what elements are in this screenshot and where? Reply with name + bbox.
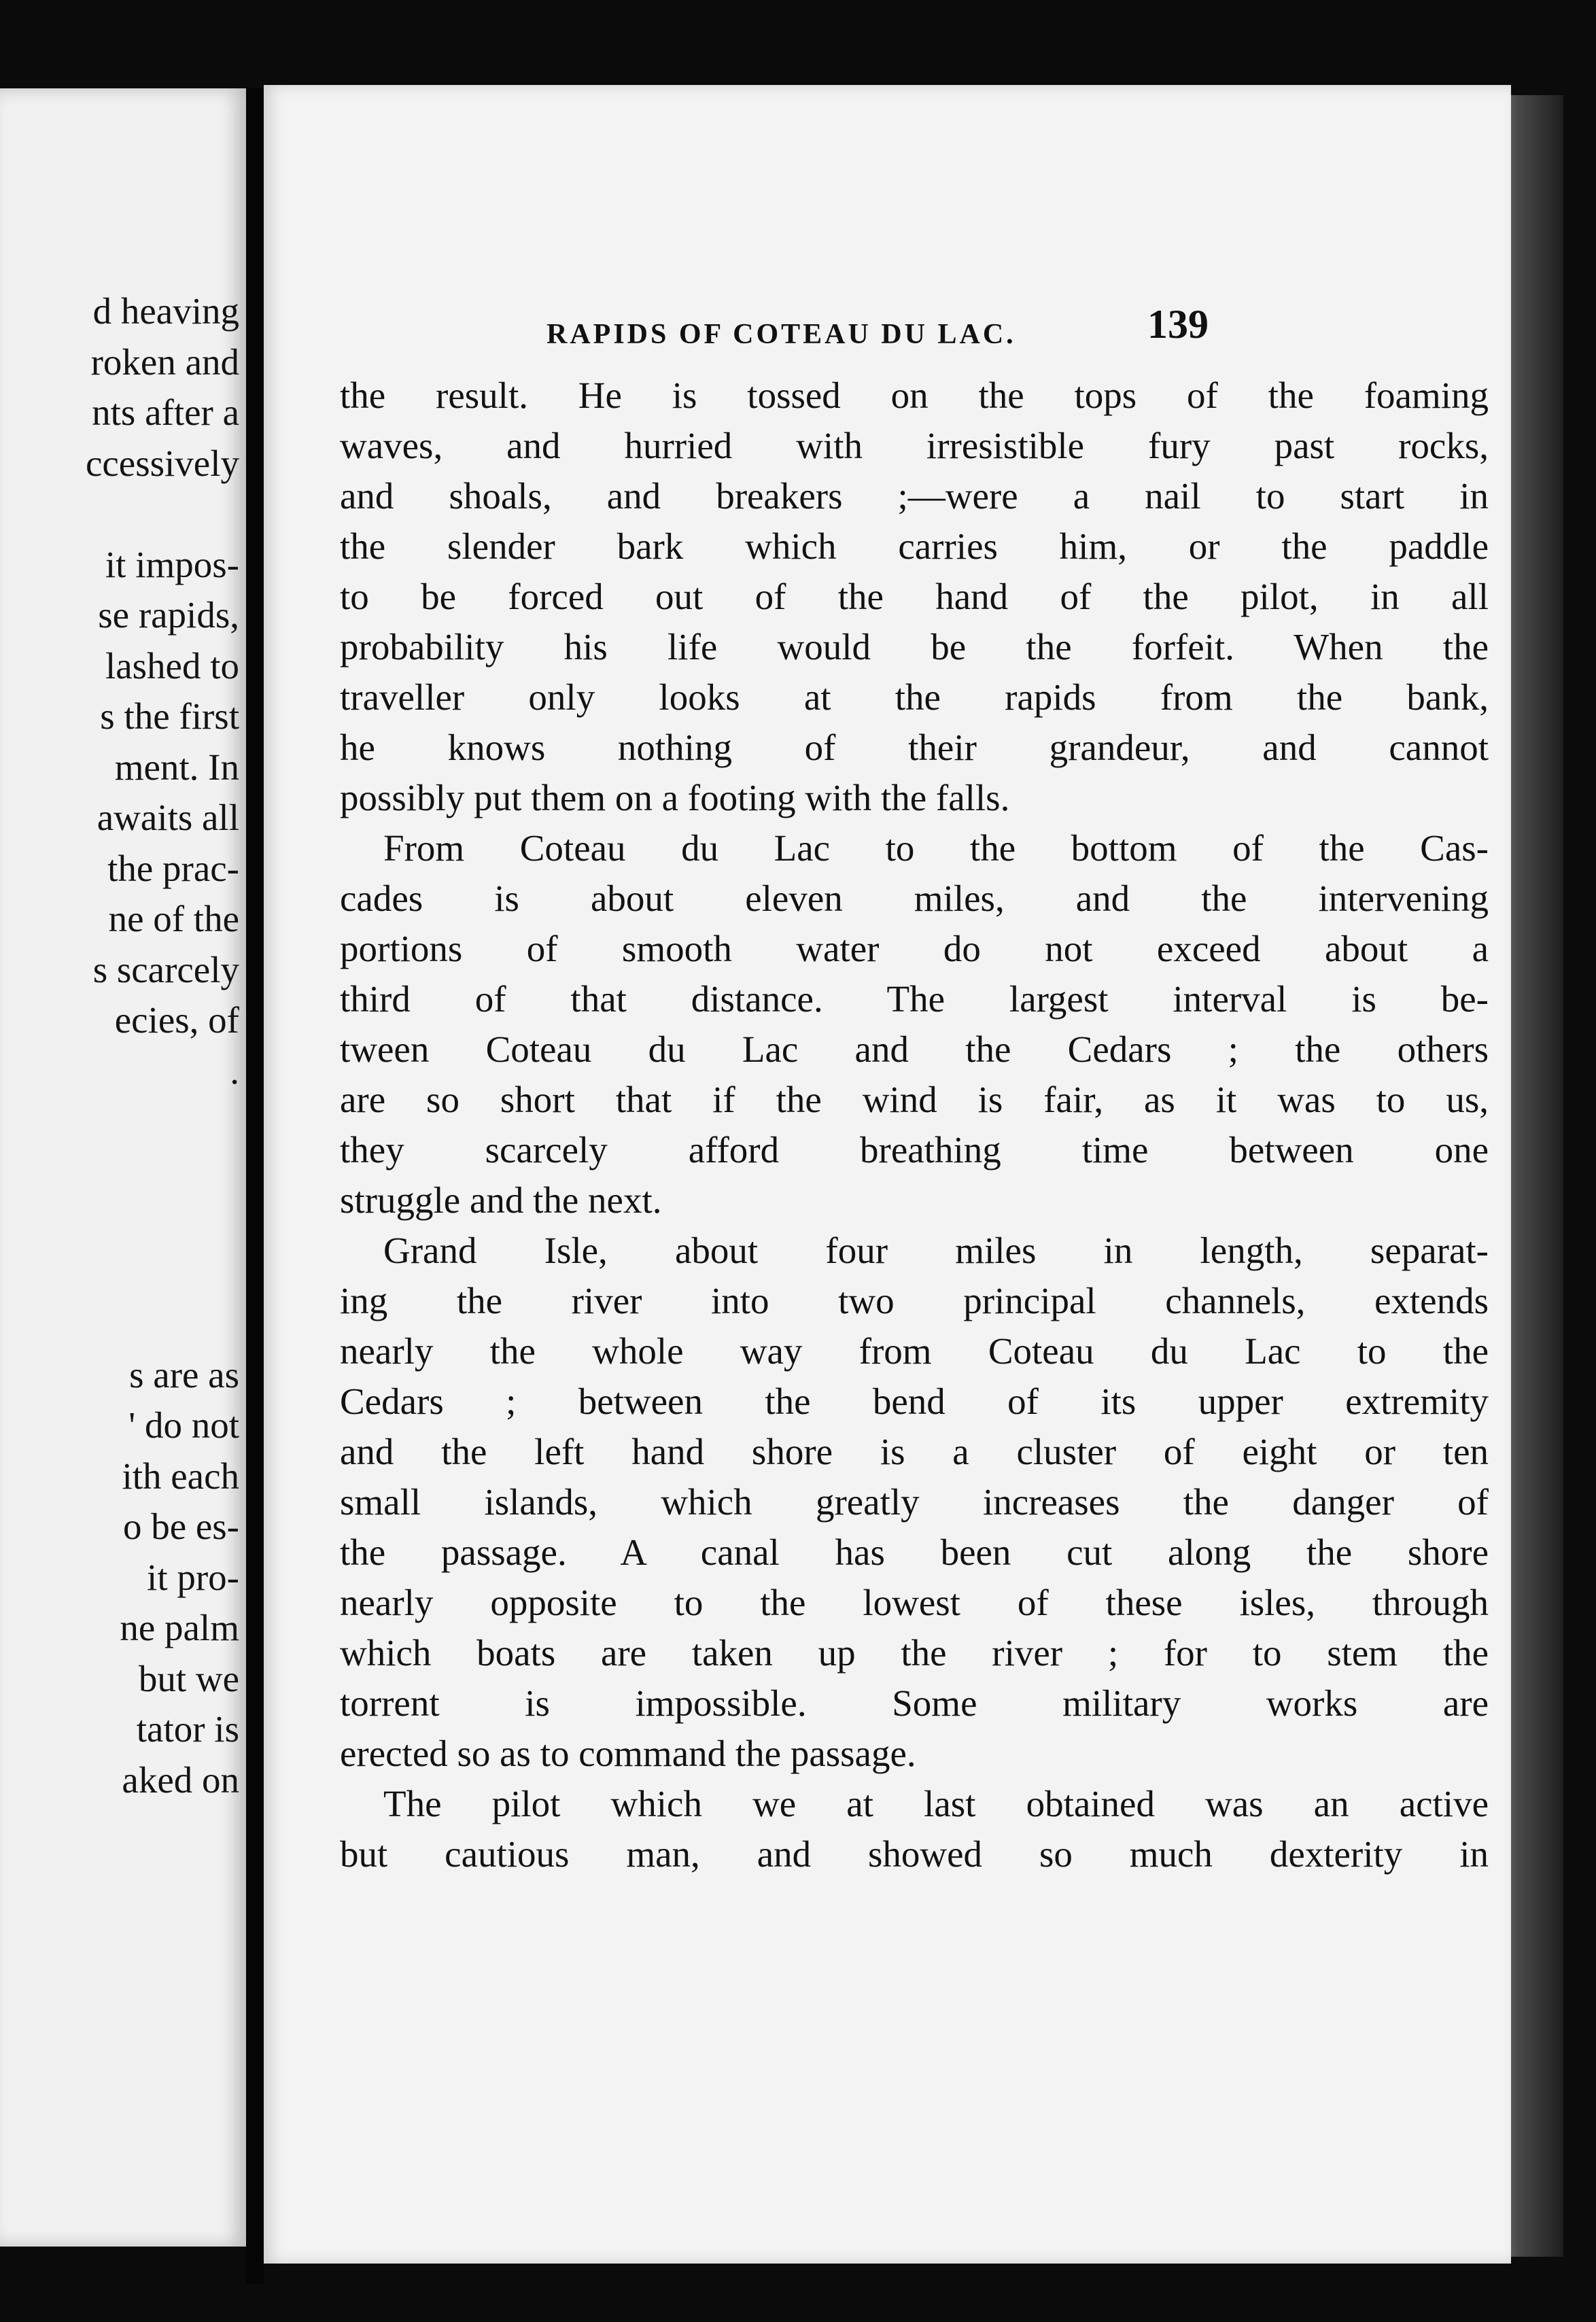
text-line: Cedars ; between the bend of its upper extremity: [340, 1381, 1489, 1422]
left-page-line: ne of the: [108, 898, 239, 939]
text-line: small islands, which greatly increases the danger of: [340, 1481, 1489, 1523]
left-page-line: s the first: [100, 695, 239, 737]
text-line: third of that distance. The largest interval is be-: [340, 978, 1489, 1020]
page-number: 139: [1147, 302, 1209, 347]
left-page-line: it pro-: [147, 1556, 239, 1598]
left-page-line: the prac-: [107, 847, 239, 889]
paragraph: [340, 370, 1489, 823]
text-line: torrent is impossible. Some military works are: [340, 1682, 1489, 1724]
text-line: but cautious man, and showed so much dexterity in: [340, 1833, 1489, 1875]
paragraph: [340, 823, 1489, 1226]
left-page-line: it impos-: [105, 543, 239, 585]
text-line: cades is about eleven miles, and the intervening: [340, 878, 1489, 919]
left-page-line: s are as: [129, 1353, 239, 1396]
left-page-line: ith each: [122, 1455, 239, 1497]
text-line: they scarcely afford breathing time between one: [340, 1129, 1489, 1171]
text-line: the slender bark which carries him, or the paddle: [340, 525, 1489, 567]
paragraph: [340, 1226, 1489, 1779]
text-line: the result. He is tossed on the tops of the foaming: [340, 375, 1489, 416]
left-page: [0, 88, 246, 2247]
text-line: which boats are taken up the river ; for to stem the: [340, 1632, 1489, 1674]
left-page-line: roken and: [90, 341, 239, 383]
text-line: The pilot which we at last obtained was an active: [383, 1783, 1489, 1824]
left-page-line: ne palm: [120, 1607, 239, 1648]
text-line: probability his life would be the forfeit. When the: [340, 626, 1489, 668]
text-line: Grand Isle, about four miles in length, separat-: [383, 1230, 1489, 1271]
text-line: From Coteau du Lac to the bottom of the Cas-: [383, 827, 1489, 869]
left-page-line: s scarcely: [92, 948, 239, 990]
text-line: to be forced out of the hand of the pilot, in all: [340, 576, 1489, 617]
text-line: traveller only looks at the rapids from the bank,: [340, 676, 1489, 718]
left-page-line: ecies, of: [114, 999, 239, 1041]
text-line: nearly opposite to the lowest of these isles, through: [340, 1582, 1489, 1623]
left-page-line: o be es-: [122, 1506, 239, 1547]
left-page-line: .: [230, 1050, 239, 1092]
paragraph: [340, 1779, 1489, 1879]
body-text: [340, 370, 1489, 1879]
text-line: waves, and hurried with irresistible fury past rocks,: [340, 425, 1489, 466]
text-line: possibly put them on a footing with the falls.: [340, 777, 1010, 818]
left-page-line: tator is: [136, 1708, 239, 1750]
text-line: portions of smooth water do not exceed about a: [340, 928, 1489, 969]
text-line: are so short that if the wind is fair, as it was to us,: [340, 1079, 1489, 1120]
left-page-line: d heaving: [92, 290, 239, 332]
left-page-line: aked on: [122, 1758, 239, 1801]
left-page-line: ment. In: [114, 746, 239, 788]
left-page-line: ' do not: [128, 1404, 239, 1446]
text-line: ing the river into two principal channels, extends: [340, 1280, 1489, 1321]
left-page-line: ccessively: [85, 442, 239, 484]
text-line: struggle and the next.: [340, 1179, 662, 1221]
text-line: and shoals, and breakers ;—were a nail to start in: [340, 475, 1489, 517]
book-gutter: [246, 88, 264, 2284]
text-line: erected so as to command the passage.: [340, 1733, 916, 1774]
left-page-line: se rapids,: [98, 594, 239, 636]
left-page-line: nts after a: [92, 392, 239, 433]
text-line: and the left hand shore is a cluster of eight or ten: [340, 1431, 1489, 1472]
left-page-line: awaits all: [97, 797, 239, 838]
right-page: [264, 85, 1511, 2264]
text-line: nearly the whole way from Coteau du Lac to the: [340, 1330, 1489, 1372]
text-line: tween Coteau du Lac and the Cedars ; the others: [340, 1028, 1489, 1070]
left-page-line: lashed to: [105, 644, 239, 687]
left-page-line: but we: [138, 1657, 239, 1699]
text-line: he knows nothing of their grandeur, and cannot: [340, 727, 1489, 768]
running-head: RAPIDS OF COTEAU DU LAC.: [547, 319, 1016, 350]
text-line: the passage. A canal has been cut along the shore: [340, 1531, 1489, 1573]
